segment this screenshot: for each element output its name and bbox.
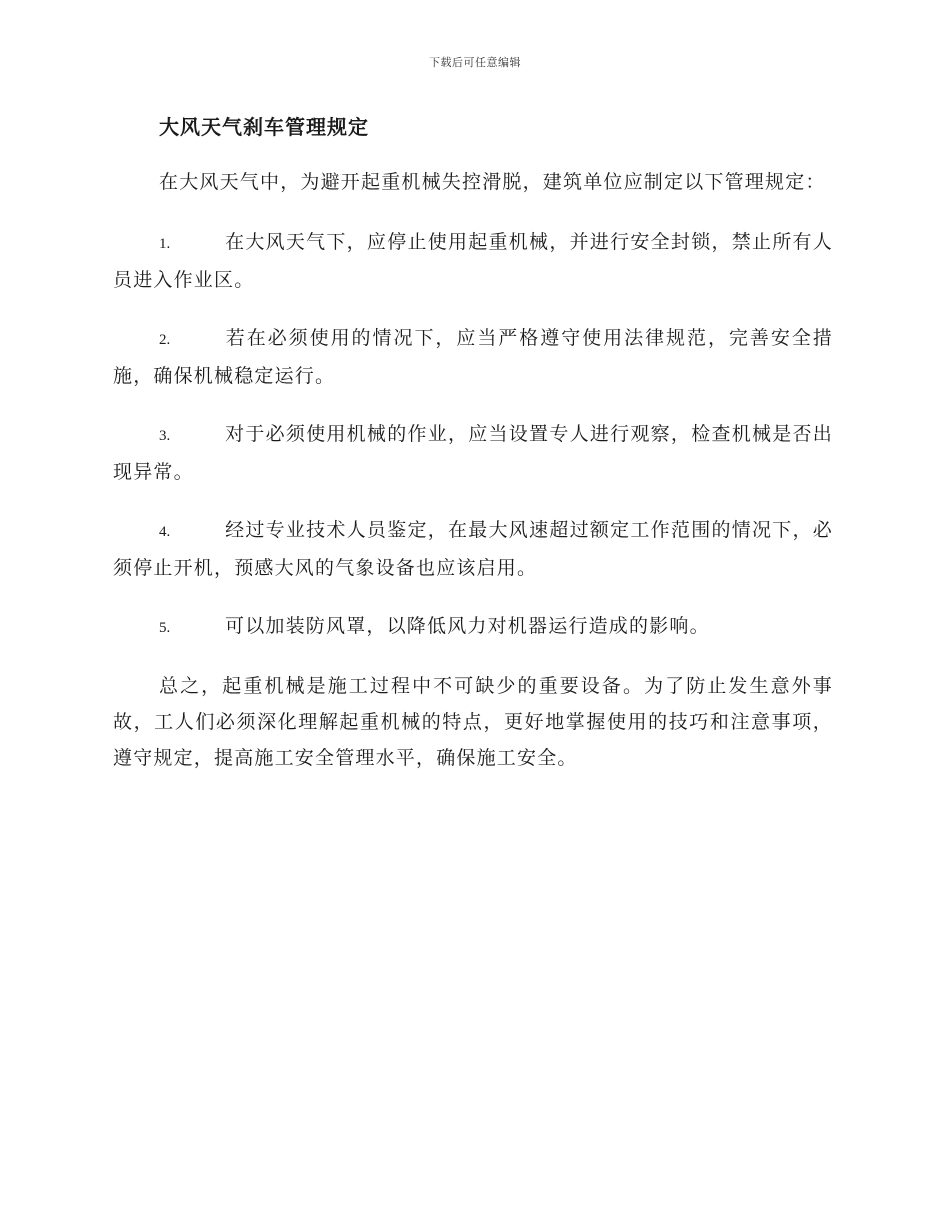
- list-item-3: [113, 416, 833, 490]
- list-item-text: 对于必须使用机械的作业，应当设置专人进行观察，检查机械是否出现异常。: [113, 423, 833, 483]
- document-title: 大风天气刹车管理规定: [159, 115, 369, 139]
- intro-paragraph: 在大风天气中，为避开起重机械失控滑脱，建筑单位应制定以下管理规定：: [159, 171, 826, 193]
- list-item-number: 2.: [159, 332, 171, 348]
- list-item-number: 5.: [159, 620, 171, 636]
- list-item-text: 若在必须使用的情况下，应当严格遵守使用法律规范，完善安全措施，确保机械稳定运行。: [113, 327, 833, 387]
- list-item-number: 4.: [159, 524, 171, 540]
- list-item-text: 经过专业技术人员鉴定，在最大风速超过额定工作范围的情况下，必须停止开机，预感大风的气象设备也应该启用。: [113, 519, 833, 579]
- list-item-4: [113, 512, 833, 586]
- list-item-2: [113, 320, 833, 394]
- conclusion-paragraph: 总之，起重机械是施工过程中不可缺少的重要设备。为了防止发生意外事故，工人们必须深化理解起重机械的特点，更好地掌握使用的技巧和注意事项，遵守规定，提高施工安全管理水平，确保施工安全。: [113, 675, 833, 769]
- list-item-1: [113, 224, 833, 298]
- header-note: 下载后可任意编辑: [429, 56, 521, 69]
- list-item-number: 3.: [159, 428, 171, 444]
- list-item-text: 可以加装防风罩，以降低风力对机器运行造成的影响。: [225, 615, 710, 637]
- list-item-text: 在大风天气下，应停止使用起重机械，并进行安全封锁，禁止所有人员进入作业区。: [113, 231, 833, 291]
- document-body: [113, 112, 833, 800]
- list-item-5: [113, 608, 833, 646]
- list-item-number: 1.: [159, 236, 171, 252]
